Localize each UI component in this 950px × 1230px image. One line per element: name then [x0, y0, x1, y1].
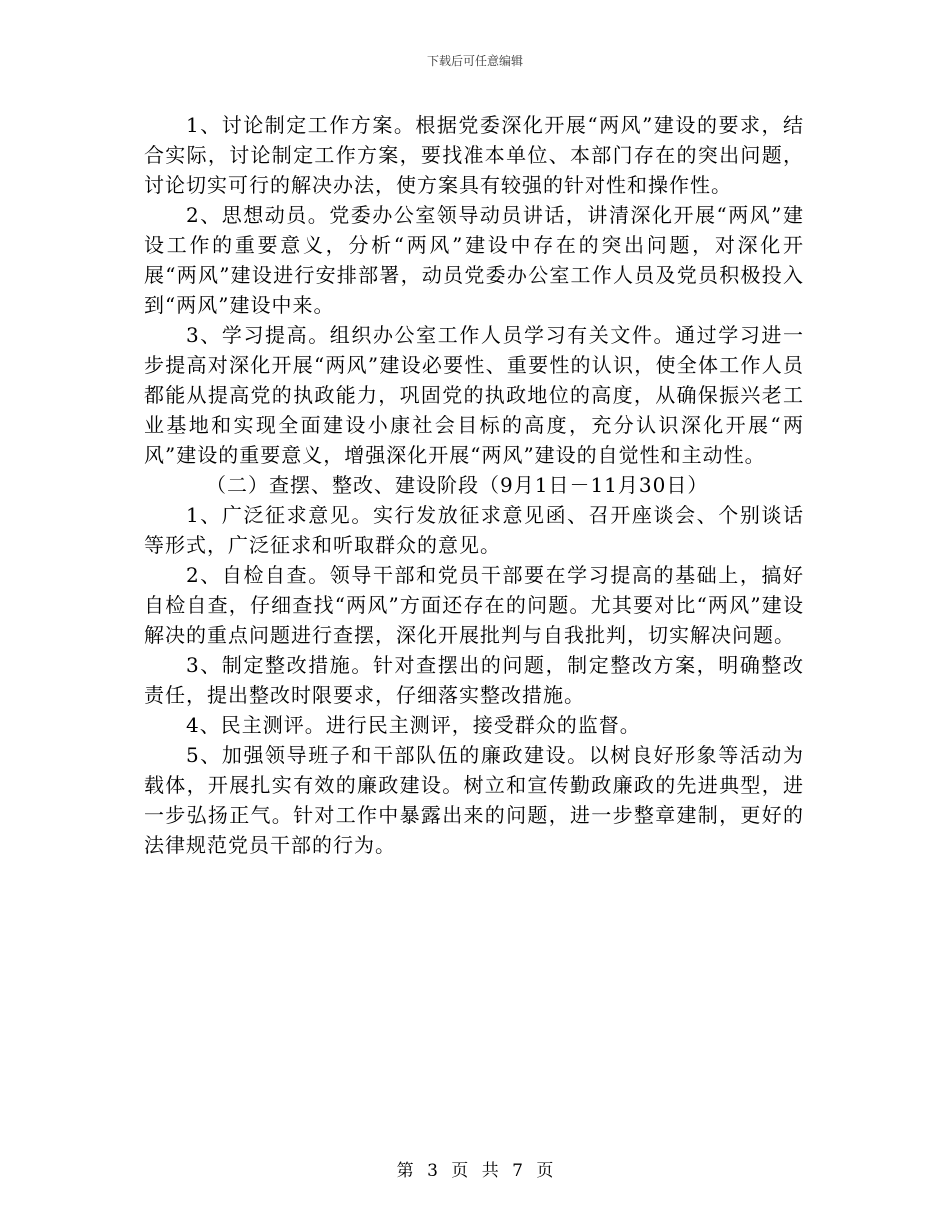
- header-note: 下载后可任意编辑: [426, 54, 523, 68]
- paragraph-5: 2、自检自查。领导干部和党员干部要在学习提高的基础上，搞好自检自查，仔细查找“两风”方面还存在的问题。尤其要对比“两风”建设解决的重点问题进行查摆，深化开展批判与自我批判，切实解决问题。: [144, 563, 804, 647]
- paragraph-7: 4、民主测评。进行民主测评，接受群众的监督。: [186, 713, 641, 737]
- section-heading: （二）查摆、整改、建设阶段（9月1日－11月30日）: [206, 473, 709, 497]
- document-body: [144, 110, 804, 860]
- paragraph-6: 3、制定整改措施。针对查摆出的问题，制定整改方案，明确整改责任，提出整改时限要求，仔细落实整改措施。: [144, 653, 804, 707]
- paragraph-1: 1、讨论制定工作方案。根据党委深化开展“两风”建设的要求，结合实际，讨论制定工作方案，要找准本单位、本部门存在的突出问题，讨论切实可行的解决办法，使方案具有较强的针对性和操作性。: [144, 113, 804, 197]
- paragraph-8: 5、加强领导班子和干部队伍的廉政建设。以树良好形象等活动为载体，开展扎实有效的廉政建设。树立和宣传勤政廉政的先进典型，进一步弘扬正气。针对工作中暴露出来的问题，进一步整章建制，更好的法律规范党员干部的行为。: [144, 743, 804, 857]
- paragraph-3: 3、学习提高。组织办公室工作人员学习有关文件。通过学习进一步提高对深化开展“两风”建设必要性、重要性的认识，使全体工作人员都能从提高党的执政能力，巩固党的执政地位的高度，从确保振兴老工业基地和实现全面建设小康社会目标的高度，充分认识深化开展“两风”建设的重要意义，增强深化开展“两风”建设的自觉性和主动性。: [144, 323, 804, 467]
- page-number: 第 3 页 共 7 页: [396, 1161, 554, 1181]
- paragraph-4: 1、广泛征求意见。实行发放征求意见函、召开座谈会、个别谈话等形式，广泛征求和听取群众的意见。: [144, 503, 804, 557]
- paragraph-2: 2、思想动员。党委办公室领导动员讲话，讲清深化开展“两风”建设工作的重要意义，分析“两风”建设中存在的突出问题，对深化开展“两风”建设进行安排部署，动员党委办公室工作人员及党员积极投入到“两风”建设中来。: [144, 203, 804, 317]
